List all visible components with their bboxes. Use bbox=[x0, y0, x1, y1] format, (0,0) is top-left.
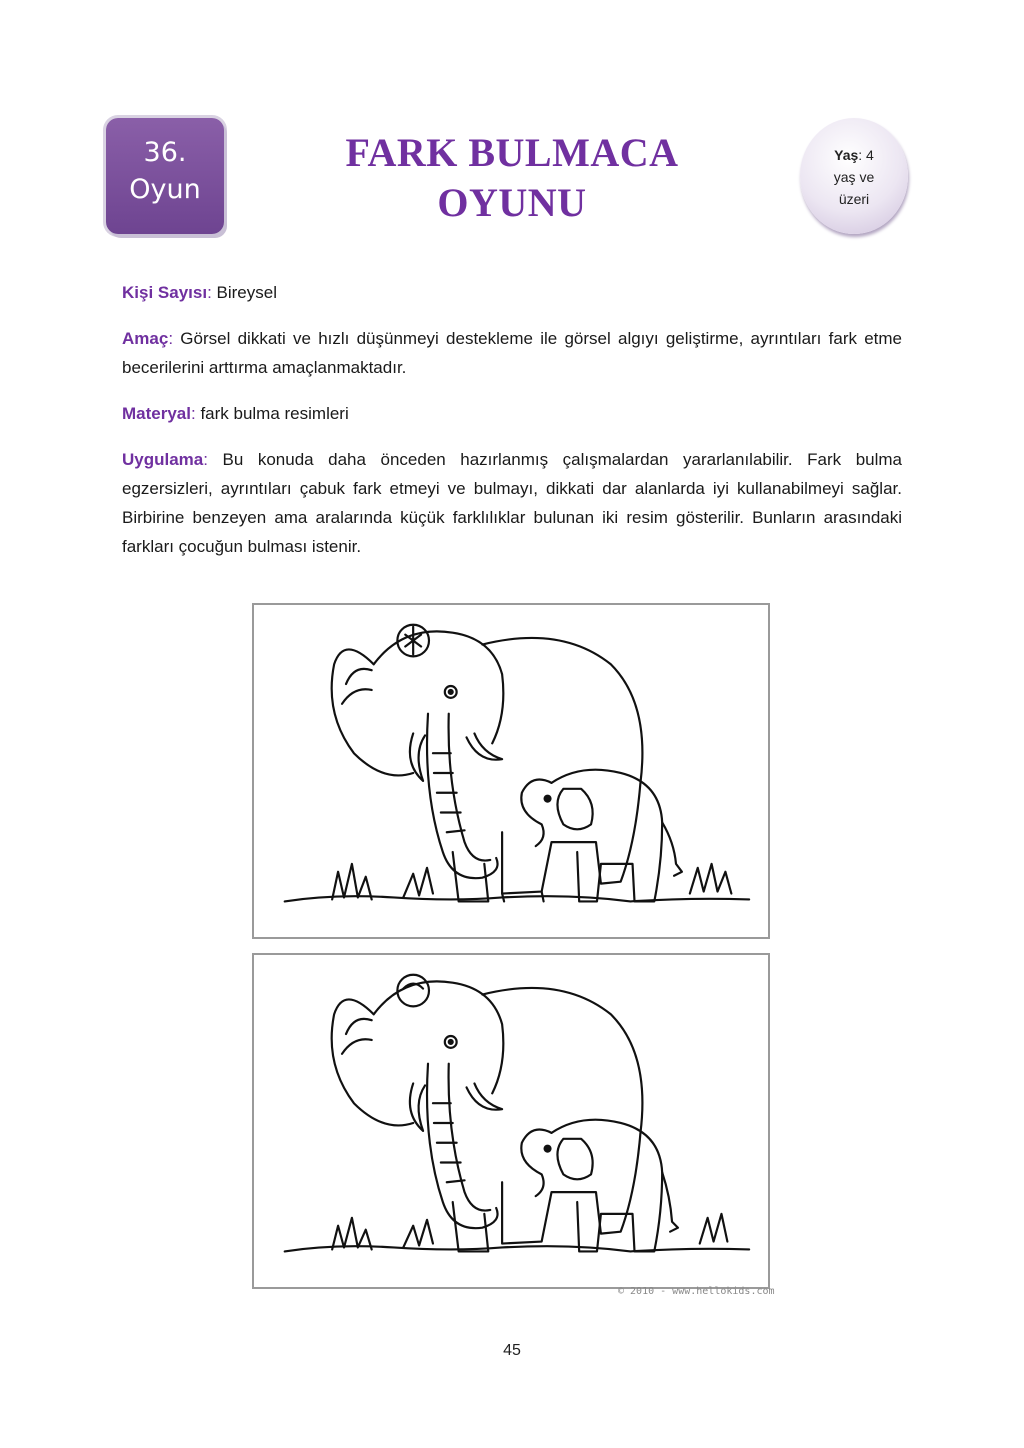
people-count-text: Bireysel bbox=[216, 283, 277, 302]
application-section: Uygulama: Bu konuda daha önceden hazırlanmış çalışmalardan yararlanılabilir. Fark bulma egzersizleri, ayrıntıları çabuk fark etmeyi ve bulmayı, dikkati dar alanlarda iyi kullanabilmeyi sağlar. Birbirine benzeyen ama aralarında küçük farklılıklar bulunan iki resim gösterilir. Bunların arasındaki farkları çocuğun bulması istenir. bbox=[122, 450, 902, 556]
elephants-illustration-1 bbox=[254, 605, 768, 937]
game-number-badge bbox=[106, 118, 224, 234]
purpose-text: Görsel dikkati ve hızlı düşünmeyi destekleme ile görsel algıyı geliştirme, ayrıntıları fark etme becerilerini arttırma amaçlanmaktadır. bbox=[122, 329, 903, 377]
title-line-2: OYUNU bbox=[437, 180, 587, 225]
people-count-section: Kişi Sayısı: Bireysel bbox=[122, 283, 277, 302]
people-count-label: Kişi Sayısı bbox=[122, 283, 208, 302]
application-text: Bu konuda daha önceden hazırlanmış çalışmalardan yararlanılabilir. Fark bulma egzersizleri, ayrıntıları çabuk fark etmeyi ve bulmayı, dikkati dar alanlarda iyi kullanabilmeyi sağlar. Birbirine benzeyen ama aralarında küçük farklılıklar bulunan iki resim gösterilir. Bunların arasındaki farkları çocuğun bulması istenir. bbox=[122, 450, 902, 556]
game-number: 36. bbox=[143, 137, 187, 168]
difference-picture-2 bbox=[252, 953, 770, 1289]
title-line-1: FARK BULMACA bbox=[345, 130, 679, 175]
elephants-illustration-2 bbox=[254, 955, 768, 1287]
material-text: fark bulma resimleri bbox=[200, 404, 349, 423]
material-label: Materyal bbox=[122, 404, 191, 423]
difference-picture-1 bbox=[252, 603, 770, 939]
application-label: Uygulama bbox=[122, 450, 204, 469]
purpose-label: Amaç bbox=[122, 329, 169, 348]
age-line-1 bbox=[800, 144, 908, 166]
game-word: Oyun bbox=[129, 174, 201, 205]
age-value: : 4 bbox=[858, 147, 874, 163]
age-line-3: üzeri bbox=[838, 191, 870, 207]
image-credit: © 2010 - www.hellokids.com bbox=[618, 1286, 775, 1297]
age-line-2: yaş ve bbox=[833, 169, 875, 185]
age-label: Yaş bbox=[834, 147, 859, 163]
material-section: Materyal: fark bulma resimleri bbox=[122, 404, 349, 423]
page-title bbox=[310, 128, 714, 228]
purpose-section: Amaç: Görsel dikkati ve hızlı düşünmeyi destekleme ile görsel algıyı geliştirme, ayrıntıları fark etme becerilerini arttırma amaçlanmaktadır. bbox=[122, 329, 903, 377]
page-number: 45 bbox=[503, 1342, 521, 1359]
age-badge bbox=[800, 118, 908, 234]
